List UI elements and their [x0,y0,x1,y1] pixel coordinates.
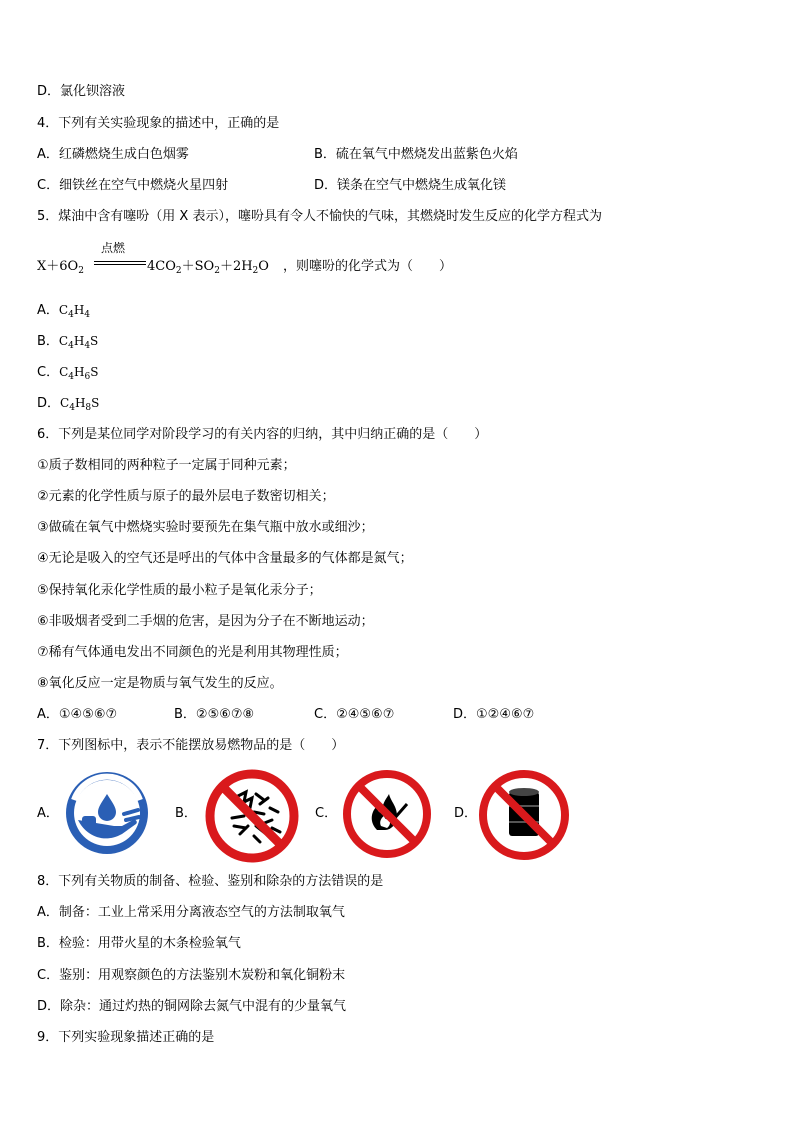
q7-option-c-label: C． [315,806,338,821]
q4-option-c: C．细铁丝在空气中燃烧火星四射 [37,178,229,193]
q4-option-a: A．红磷燃烧生成白色烟雾 [37,147,189,162]
q6-item-2: ②元素的化学性质与原子的最外层电子数密切相关； [37,489,335,504]
q4-option-d: D．镁条在空气中燃烧生成氧化镁 [314,178,507,193]
q7-option-b-label: B． [175,806,197,821]
q7-option-d-label: D． [454,806,478,821]
q3-option-d: D．氯化钡溶液 [37,84,126,99]
water-saving-icon [64,770,150,860]
q5-option-b: B．$C_4H_4S$ [37,334,99,351]
q6-option-b: B．②⑤⑥⑦⑧ [174,707,255,722]
q8-stem: 8．下列有关物质的制备、检验、鉴别和除杂的方法错误的是 [37,874,384,889]
q6-item-3: ③做硫在氧气中燃烧实验时要预先在集气瓶中放水或细沙； [37,520,374,535]
q6-option-a: A．①④⑤⑥⑦ [37,707,118,722]
q4-stem: 4．下列有关实验现象的描述中，正确的是 [37,116,280,131]
q7-option-a-label: A． [37,806,59,821]
q9-stem: 9．下列实验现象描述正确的是 [37,1030,215,1045]
q6-item-7: ⑦稀有气体通电发出不同颜色的光是利用其物理性质； [37,645,348,660]
q6-item-1: ①质子数相同的两种粒子一定属于同种元素； [37,458,296,473]
q5-option-c: C．$C_4H_6S$ [37,365,99,382]
q5-option-a: A．$C_4H_4$ [37,303,91,320]
q6-item-8: ⑧氧化反应一定是物质与氧气发生的反应。 [37,676,283,691]
q5-equation: $X+6O_2$ 点燃 $4CO_2+SO_2+2H_2O$ ，则噻吩的化学式为（ ） [37,241,453,276]
q5-stem: 5．煤油中含有噻吩（用 X 表示），噻吩具有令人不愉快的气味，其燃烧时发生反应的化学方程式为 [37,209,602,224]
q8-option-c: C．鉴别：用观察颜色的方法鉴别木炭粉和氧化铜粉末 [37,968,346,983]
q8-option-a: A．制备：工业上常采用分离液态空气的方法制取氧气 [37,905,345,920]
q5-reaction-condition: 点燃 [101,241,126,255]
q6-option-d: D．①②④⑥⑦ [453,707,535,722]
q6-item-4: ④无论是吸入的空气还是呼出的气体中含量最多的气体都是氮气； [37,551,413,566]
q4-option-b: B．硫在氧气中燃烧发出蓝紫色火焰 [314,147,518,162]
q6-option-c: C．②④⑤⑥⑦ [314,707,395,722]
q8-option-b: B．检验：用带火星的木条检验氧气 [37,936,241,951]
no-burning-fireworks-icon [204,768,300,868]
q5-option-d: D．$C_4H_8S$ [37,396,100,413]
q5-tail: ，则噻吩的化学式为（ ） [283,259,453,274]
no-fire-icon [341,768,433,864]
q8-option-d: D．除杂：通过灼热的铜网除去氮气中混有的少量氧气 [37,999,347,1014]
no-flammable-barrel-icon [477,768,571,866]
q6-item-6: ⑥非吸烟者受到二手烟的危害，是因为分子在不断地运动； [37,614,374,629]
q6-stem: 6．下列是某位同学对阶段学习的有关内容的归纳，其中归纳正确的是（ ） [37,427,488,442]
q7-stem: 7．下列图标中，表示不能摆放易燃物品的是（ ） [37,738,345,753]
q6-item-5: ⑤保持氧化汞化学性质的最小粒子是氧化汞分子； [37,583,322,598]
